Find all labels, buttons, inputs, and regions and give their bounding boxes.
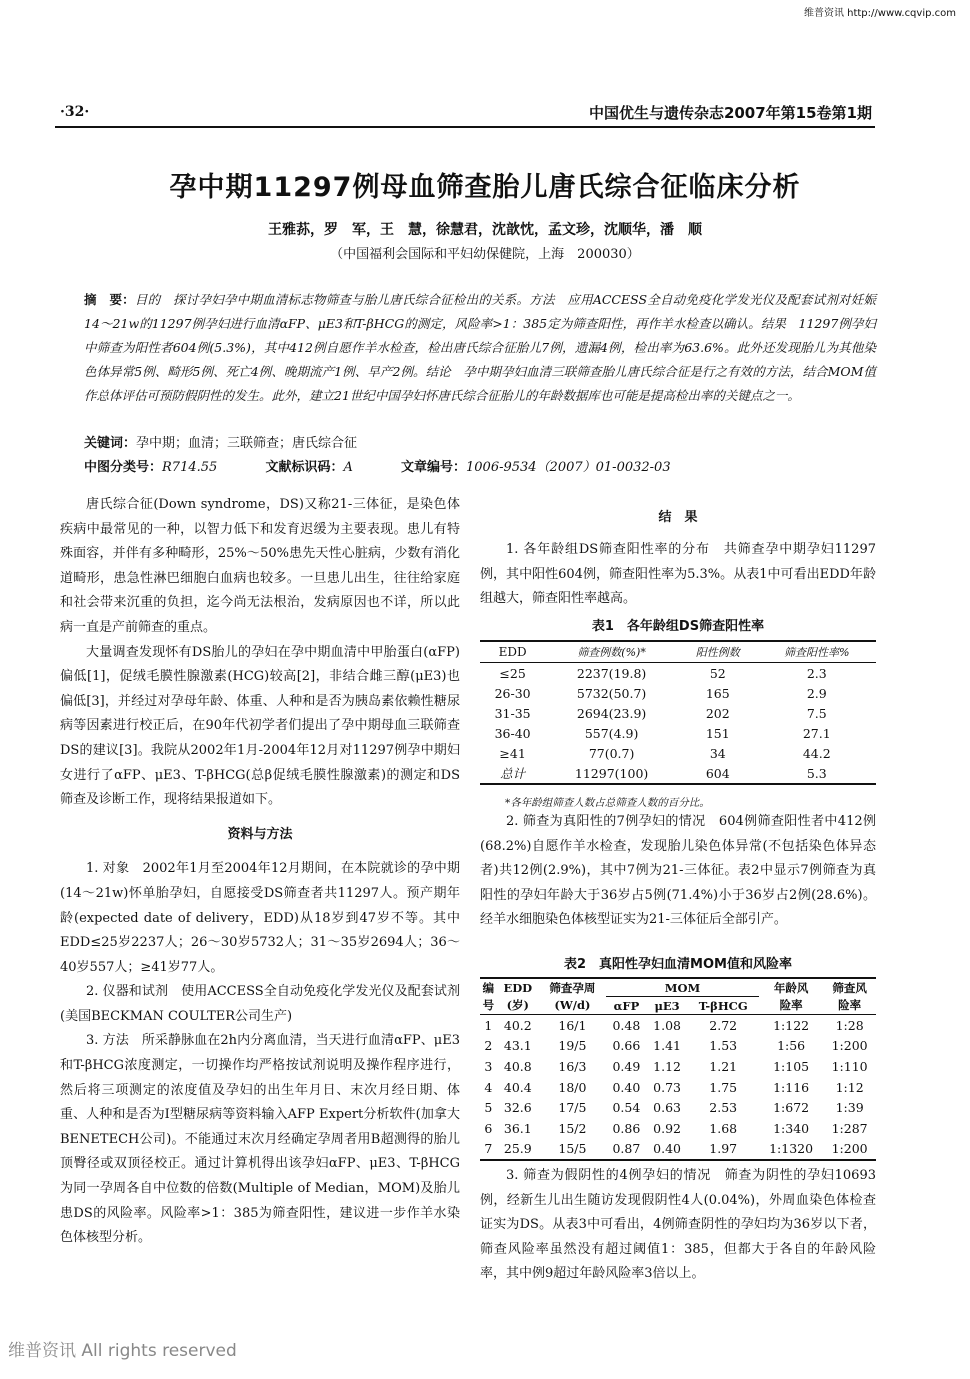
doc-code — [265, 460, 352, 475]
keywords-text: 孕中期；血清；三联筛查；唐氏综合征 — [136, 436, 358, 451]
table1-header: 阳性例数 — [695, 646, 740, 659]
results-part-2 — [480, 810, 876, 933]
table-row: 5 32.6 17/5 0.54 0.63 2.53 1:672 1:39 — [484, 1100, 864, 1116]
abstract-label: 摘 要： — [84, 292, 135, 307]
table-row: 26-30 5732(50.7) 165 2.9 — [494, 685, 827, 701]
left-column — [60, 493, 460, 1251]
journal-name: 中国优生与遗传杂志2007年第15卷第1期 — [588, 104, 872, 122]
classification — [84, 456, 715, 475]
results-paragraph-2: 2. 筛查为真阳性的7例孕妇的情况 604例筛查阳性者中412例(68.2%)自愿作羊水检查，发现胎儿染色体异常(不包括染色体异态者)共12例(2.9%)，其中7例为21-三体征。表2中显示7例筛查为真阳性的孕妇年龄大于36岁占5例(71.4%)小于36岁占2例(28.6%)。经羊水细胞染色体核型证实为21-三体征后全部引产。 — [480, 814, 876, 928]
table-row: 4 40.4 18/0 0.40 0.73 1.75 1:116 1:12 — [484, 1079, 864, 1095]
abstract — [84, 288, 876, 408]
table-row: 3 40.8 16/3 0.49 1.12 1.21 1:105 1:110 — [484, 1058, 868, 1074]
header-rule — [55, 126, 875, 128]
table-row: ≥41 77(0.7) 34 44.2 — [499, 745, 831, 761]
table-row: 31-35 2694(23.9) 202 7.5 — [494, 705, 827, 721]
table2-header-row-2: 号 (岁) (W/d) αFP μE3 T-βHCG 险率 险率 — [480, 997, 876, 1015]
art-value: 1006-9534（2007）01-0032-03 — [466, 460, 671, 475]
doc-value: A — [343, 460, 353, 475]
art-label: 文章编号： — [400, 460, 466, 475]
table-row: 36-40 557(4.9) 151 27.1 — [494, 725, 831, 741]
article-title: 孕中期11297例母血筛查胎儿唐氏综合征临床分析 — [169, 172, 801, 203]
clc-label: 中图分类号： — [84, 460, 163, 475]
table1-header: EDD — [498, 645, 527, 659]
page-number: ·32· — [60, 104, 90, 120]
keywords — [84, 432, 357, 451]
methods-heading: 资料与方法 — [227, 826, 293, 842]
table2 — [480, 977, 876, 1161]
keywords-label: 关键词： — [84, 436, 137, 451]
abstract-text: 目的 探讨孕妇孕中期血清标志物筛查与胎儿唐氏综合征检出的关系。方法 应用ACCESS全自动免疫化学发光仪及配套试剂对妊娠14～21w的11297例孕妇进行血清αFP、μE3和T-βHCG的测定，风险率>1：385定为筛查阳性，再作羊水检查以确认。结果 11297例孕妇中筛查为阳性者604例(5.3%)，其中412例自愿作羊水检查，检出唐氏综合征胎儿7例，遗漏4例，检出率为63.6%。此外还发现胎儿为其他染色体异常5例、畸形5例、死亡4例、晚期流产1例、早产2例。结论 孕中期孕妇血清三联筛查胎儿唐氏综合征是行之有效的方法，结合MOM值作总体评估可预防假阴性的发生。此外，建立21世纪中国孕妇怀唐氏综合征胎儿的年龄数据库也可能是提高检出率的关键点之一。 — [84, 292, 876, 403]
table-row: 总计 11297(100) 604 5.3 — [480, 763, 876, 784]
table-row: ≤25 2237(19.8) 52 2.3 — [499, 665, 827, 681]
clc-value: R714.55 — [162, 460, 218, 475]
methods-paragraph-1: 1. 对象 2002年1月至2004年12月期间，在本院就诊的孕中期(14～21w)怀单胎孕妇，自愿接受DS筛查者共11297人。预产期年龄(expected date of delivery，EDD)从18岁到47岁不等。其中EDD≤25岁2237人；26～30岁5732人；31～35岁2694人；36～40岁557人；≥41岁77人。 — [60, 861, 460, 975]
clc — [84, 460, 217, 475]
doc-label: 文献标识码： — [265, 460, 344, 475]
table1-header-row — [480, 641, 876, 663]
methods-paragraph-2: 2. 仪器和试剂 使用ACCESS全自动免疫化学发光仪及配套试剂(美国BECKMAN COULTER公司生产) — [60, 984, 460, 1024]
results-heading: 结 果 — [658, 510, 698, 525]
table-row: 6 36.1 15/2 0.86 0.92 1.68 1:340 1:287 — [484, 1120, 868, 1136]
source-note: 维普资讯 http://www.cqvip.com — [803, 8, 956, 19]
article-number — [401, 460, 671, 475]
table2-header-row-1: 编 EDD 筛查孕周 MOM 年龄风 筛查风 — [480, 978, 876, 997]
results-paragraph-1: 1. 各年龄组DS筛查阳性率的分布 共筛查孕中期孕妇11297例，其中阳性604例，筛查阳性率为5.3%。从表1中可看出EDD年龄组越大，筛查阳性率越高。 — [480, 542, 876, 607]
results-paragraph-3: 3. 筛查为假阴性的4例孕妇的情况 筛查为阴性的孕妇10693例，经新生儿出生随访发现假阴性4人(0.04%)，外周血染色体检查证实为DS。从表3中可看出，4例筛查阴性的孕妇均为36岁以下者，筛查风险率虽然没有超过阈值1：385，但都大于各自的年龄风险率，其中例9超过年龄风险率3倍以上。 — [480, 1168, 876, 1282]
table1-header: 筛查阳性率% — [784, 646, 850, 659]
results-heading-wrap — [480, 506, 876, 531]
results-part-1 — [480, 538, 876, 612]
table2-caption: 表2 真阳性孕妇血清MOM值和风险率 — [564, 957, 792, 972]
intro-paragraph-1: 唐氏综合征(Down syndrome，DS)又称21-三体征，是染色体疾病中最常见的一种，以智力低下和发育迟缓为主要表现。患儿有特殊面容，并伴有多种畸形，25%～50%患先天性心脏病，少数有消化道畸形，患急性淋巴细胞白血病也较多。一旦患儿出生，往往给家庭和社会带来沉重的负担，迄今尚无法根治，发病原因也不详，所以此病一直是产前筛查的重点。 — [60, 497, 460, 635]
affiliation: （中国福利会国际和平妇幼保健院，上海 200030） — [330, 247, 640, 262]
table-row: 1 40.2 16/1 0.48 1.08 2.72 1:122 1:28 — [484, 1017, 864, 1033]
footer-watermark: 维普资讯 All rights reserved — [8, 1341, 237, 1361]
authors: 王雅荪，罗 军，王 慧，徐慧君，沈歆忱，孟文珍，沈顺华，潘 顺 — [268, 222, 702, 238]
methods-paragraph-3: 3. 方法 所采静脉血在2h内分离血清，当天进行血清αFP、μE3和T-βHCG浓度测定，一切操作均严格按试剂说明及操作程序进行，然后将三项测定的浓度值及孕妇的出生年月日、末次月经日期、体重、人种和是否为I型糖尿病等资料输入AFP Expert分析软件(加拿大BENETECH公司)。不能通过末次月经确定孕周者用B超测得的胎儿顶臀径或双顶径校正。通过计算机得出该孕妇αFP、μE3、T-βHCG为同一孕周各自中位数的倍数(Multiple of Median，MOM)及胎儿患DS的风险率。风险率>1：385为筛查阳性，建议进一步作羊水染色体核型分析。 — [60, 1033, 460, 1246]
results-part-3 — [480, 1164, 876, 1287]
table1 — [480, 640, 876, 785]
intro-paragraph-2: 大量调查发现怀有DS胎儿的孕妇在孕中期血清中甲胎蛋白(αFP)偏低[1]，促绒毛膜性腺激素(HCG)较高[2]，非结合雌三醇(μE3)也偏低[3]，并经过对孕母年龄、体重、人种和是否为胰岛素依赖性糖尿病等因素进行校正后，在90年代初学者们提出了孕中期母血三联筛查DS的建议[3]。我院从2002年1月-2004年12月对11297例孕中期妇女进行了αFP、μE3、T-βHCG(总β促绒毛膜性腺激素)的测定和DS筛查及诊断工作，现将结果报道如下。 — [60, 644, 460, 808]
table1-caption: 表1 各年龄组DS筛查阳性率 — [591, 619, 765, 634]
table-row: 2 43.1 19/5 0.66 1.41 1.53 1:56 1:200 — [484, 1038, 868, 1054]
table1-note: *各年龄组筛查人数占总筛查人数的百分比。 — [505, 797, 710, 809]
table1-header: 筛查例数(%)* — [577, 646, 646, 659]
table-row: 7 25.9 15/5 0.87 0.40 1.97 1:1320 1:200 — [480, 1139, 876, 1161]
